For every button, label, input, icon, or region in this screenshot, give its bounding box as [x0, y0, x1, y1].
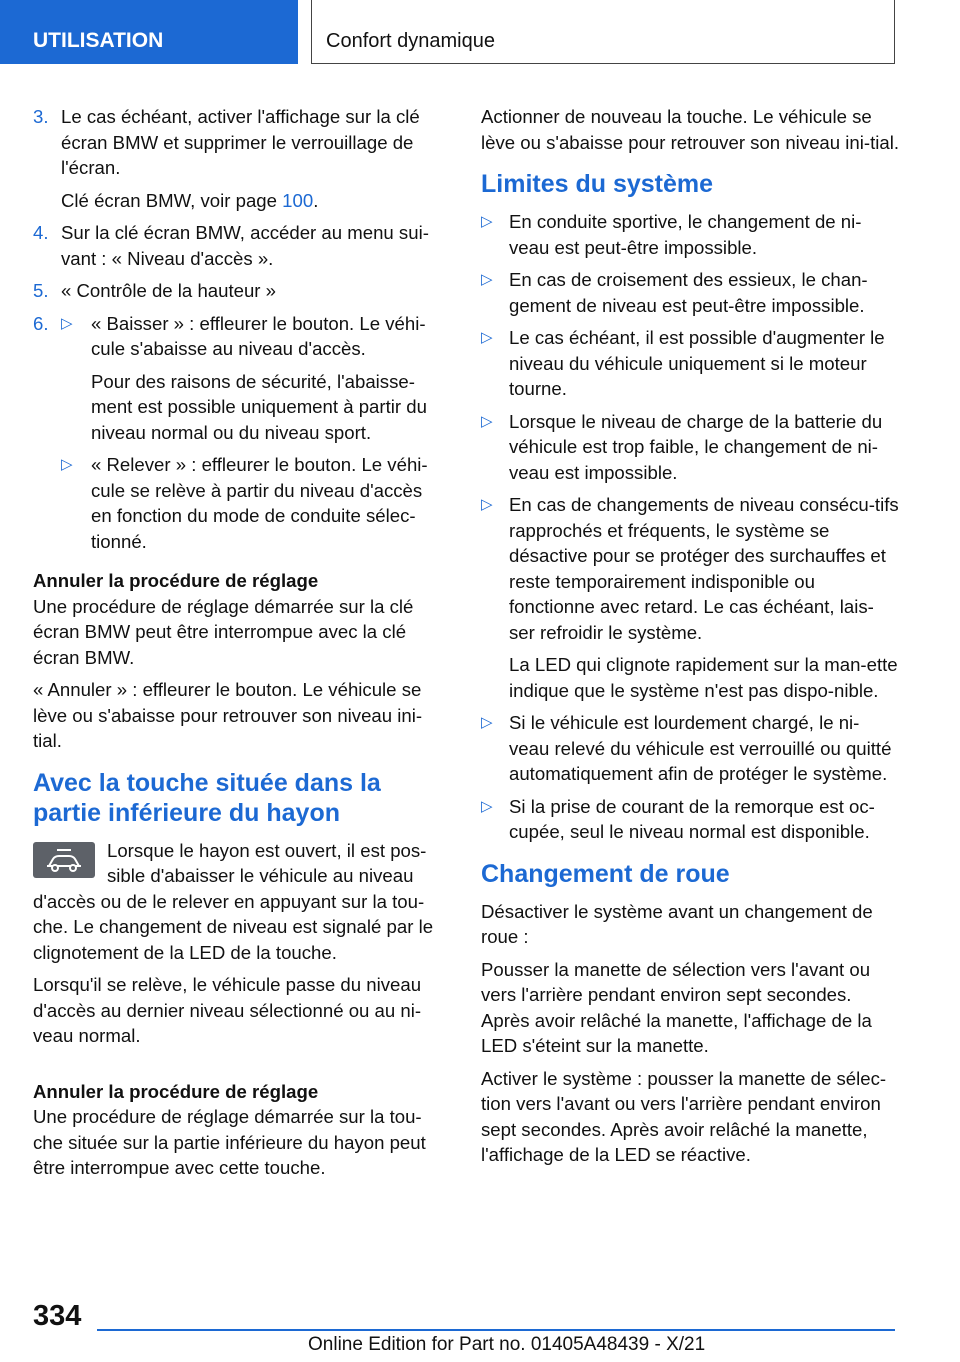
triangle-bullet-icon: ▷: [61, 314, 73, 332]
step-5: [33, 278, 441, 304]
subheading-cancel-adjustment: Annuler la procédure de réglage: [33, 570, 319, 591]
limit-item: ▷ En cas de changements de niveau consécu‐tifs rapprochés et fréquents, le système se désactive pour se protéger des surchauffes et reste temporairement indisponible ou fonctionne avec retard. Le cas échéant, lais‐ser refroidir le système. La LED qui clignote rapidement sur la man‐ette indique que le système n'est pas dispo‐nible.: [481, 492, 899, 703]
step-number: 5.: [33, 280, 49, 301]
triangle-bullet-icon: ▷: [481, 496, 493, 513]
section-heading-tailgate: Avec la touche située dans la partie inférieure du hayon: [33, 768, 381, 827]
header-section-label: UTILISATION: [33, 29, 164, 52]
paragraph: Lorsqu'il se relève, le véhicule passe du niveau d'accès au dernier niveau sélectionné ou au ni‐veau normal.: [33, 974, 422, 1046]
triangle-bullet-icon: ▷: [481, 271, 493, 288]
header-chapter-label: Confort dynamique: [326, 30, 495, 52]
section-heading-wheel-change: Changement de roue: [481, 859, 730, 888]
step-reference: Clé écran BMW, voir page 100.: [61, 189, 319, 211]
limit-item: ▷ Si la prise de courant de la remorque est oc‐cupée, seul le niveau normal est disponible.: [481, 795, 875, 842]
limit-item: ▷ En cas de croisement des essieux, le chan‐gement de niveau est peut-être impossible.: [481, 269, 868, 316]
paragraph: Pousser la manette de sélection vers l'avant ou vers l'arrière pendant environ sept secondes. Après avoir relâché la manette, l'affichage de la LED s'éteint sur la manette.: [481, 958, 872, 1056]
step-4: [33, 220, 441, 271]
triangle-bullet-icon: ▷: [481, 714, 493, 731]
tailgate-lowering-button-icon: [33, 842, 95, 878]
paragraph: Une procédure de réglage démarrée sur la tou‐che située sur la partie inférieure du hayon peut être interrompue avec cette touche.: [33, 1106, 426, 1178]
sub-item-text: « Baisser » : effleurer le bouton. Le véhi‐cule s'abaisse au niveau d'accès.: [91, 312, 426, 359]
sub-item-lower: [61, 311, 441, 446]
page-link[interactable]: 100: [282, 189, 314, 211]
triangle-bullet-icon: ▷: [481, 329, 493, 346]
left-column: [33, 104, 441, 1188]
paragraph: Une procédure de réglage démarrée sur la clé écran BMW peut être interrompue avec la clé écran BMW.: [33, 595, 414, 668]
sub-item-extra: Pour des raisons de sécurité, l'abaisse‐ment est possible uniquement à partir du niveau normal ou du niveau sport.: [91, 370, 427, 443]
page-number: 334: [33, 1300, 82, 1332]
step-text: « Contrôle de la hauteur »: [61, 280, 277, 301]
section-heading-limits: Limites du système: [481, 170, 714, 198]
paragraph: Actionner de nouveau la touche. Le véhicule se lève ou s'abaisse pour retrouver son niveau ini‐tial.: [481, 106, 900, 153]
sub-item-text: « Relever » : effleurer le bouton. Le véhi‐cule se relève à partir du niveau d'accès en fonction du mode de conduite sélec‐tionné.: [91, 454, 428, 552]
paragraph: Activer le système : pousser la manette de sélec‐tion vers l'avant ou vers l'arrière pendant environ sept secondes. Après avoir relâché la manette, l'affichage de la LED se réactive.: [481, 1067, 887, 1165]
limit-item: ▷ En conduite sportive, le changement de ni‐veau est peut-être impossible.: [481, 211, 862, 258]
step-number: 4.: [33, 222, 49, 243]
limit-item: ▷ Lorsque le niveau de charge de la batterie du véhicule est trop faible, le changement de ni‐veau est impossible.: [481, 410, 883, 483]
triangle-bullet-icon: ▷: [481, 213, 493, 230]
step-3: [33, 104, 441, 213]
step-number: 6.: [33, 312, 49, 334]
triangle-bullet-icon: ▷: [481, 412, 493, 430]
step-text: Le cas échéant, activer l'affichage sur la clé écran BMW et supprimer le verrouillage de l'écran.: [61, 106, 420, 178]
paragraph: Lorsque le hayon est ouvert, il est pos‐sible d'abaisser le véhicule au niveau d'accès ou de le relever en appuyant sur la tou‐che. Le changement de niveau est signalé par le clignotement de la LED de la touche.: [33, 839, 434, 963]
step-text: Sur la clé écran BMW, accéder au menu sui‐vant : « Niveau d'accès ».: [61, 222, 429, 269]
sub-item-raise: [61, 452, 441, 554]
triangle-bullet-icon: ▷: [61, 456, 73, 473]
header-section-tab[interactable]: [0, 0, 298, 64]
header-chapter-tab: [311, 0, 895, 64]
paragraph: Désactiver le système avant un changement de roue :: [481, 900, 873, 947]
paragraph: « Annuler » : effleurer le bouton. Le véhicule se lève ou s'abaisse pour retrouver son niveau ini‐tial.: [33, 679, 423, 751]
subheading-cancel-adjustment-2: Annuler la procédure de réglage: [33, 1080, 319, 1102]
limit-item-extra: La LED qui clignote rapidement sur la man‐ette indique que le système n'est pas dispo‐nible.: [509, 654, 898, 701]
footer-edition: Online Edition for Part no. 01405A48439 - X/21: [308, 1334, 706, 1355]
limit-item: ▷ Si le véhicule est lourdement chargé, le ni‐veau relevé du véhicule est verrouillé ou quitté automatiquement afin de protéger le système.: [481, 712, 892, 784]
step-number: 3.: [33, 106, 49, 127]
right-column: [481, 104, 899, 1175]
footer-divider: [97, 1329, 895, 1331]
limit-item: ▷ Le cas échéant, il est possible d'augmenter le niveau du véhicule uniquement si le moteur tourne.: [481, 327, 885, 399]
triangle-bullet-icon: ▷: [481, 797, 493, 815]
step-6: [33, 311, 441, 555]
